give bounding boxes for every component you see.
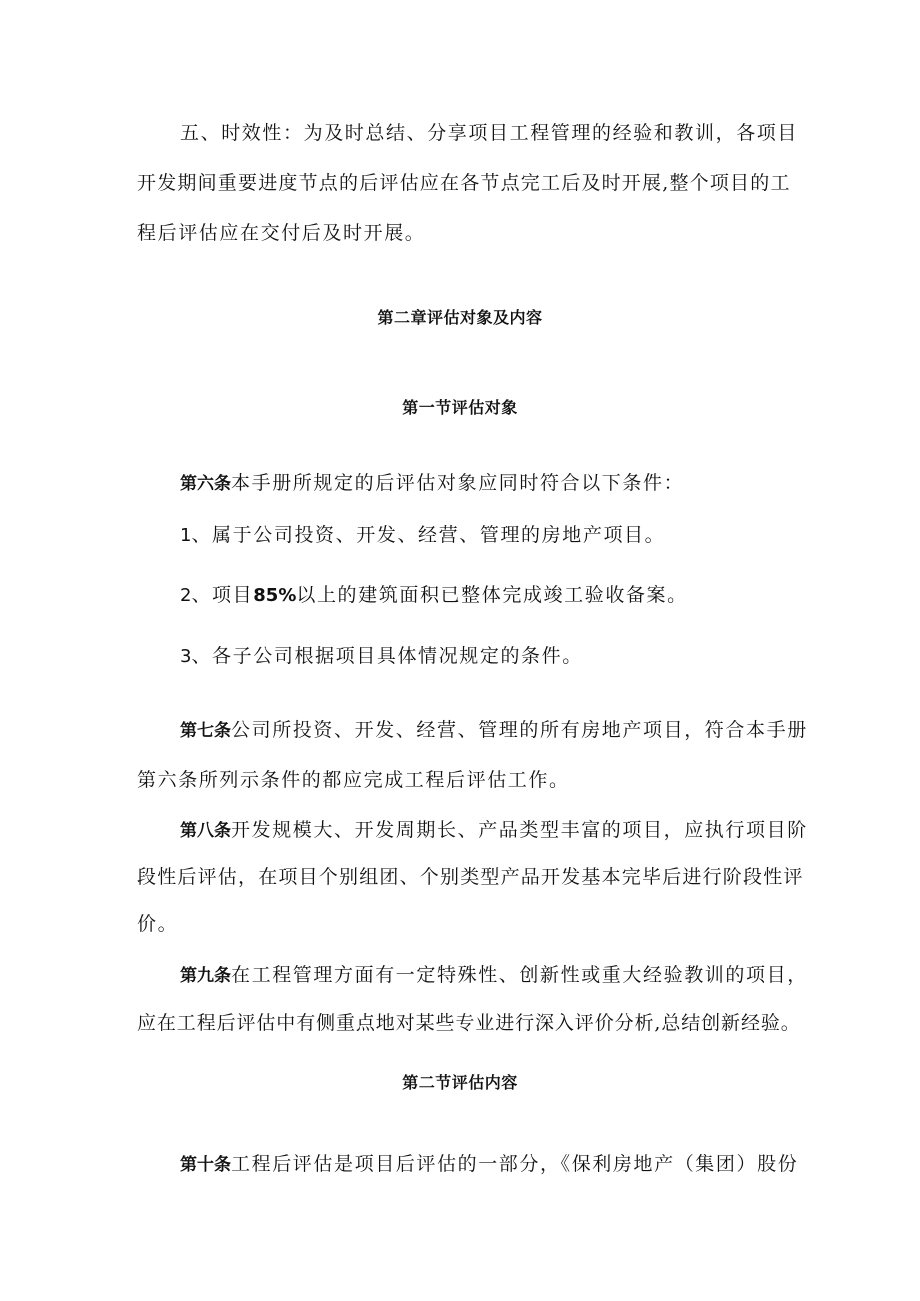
article-7-line-2: 第六条所列示条件的都应完成工程后评估工作。 xyxy=(137,769,570,791)
section-2-heading: 第二节评估内容 xyxy=(402,1073,518,1092)
article-6-label: 第六条 xyxy=(180,474,231,494)
article-8-line-3: 价。 xyxy=(137,913,179,935)
article-10-text: 工程后评估是项目后评估的一部分，《保利房地产（集团）股份 xyxy=(231,1153,799,1175)
article-7-text: 公司所投资、开发、经营、管理的所有房地产项目，符合本手册 xyxy=(231,719,808,741)
condition-text: 、各子公司根据项目具体情况规定的条件。 xyxy=(191,645,583,667)
article-6-text: 本手册所规定的后评估对象应同时符合以下条件： xyxy=(231,472,685,494)
article-8-text: 开发规模大、开发周期长、产品类型丰富的项目，应执行项目阶 xyxy=(231,819,808,841)
condition-item-3 xyxy=(180,643,583,670)
condition-percentage: 85% xyxy=(253,585,297,606)
article-8-line-1 xyxy=(180,817,808,844)
condition-item-1 xyxy=(180,522,665,549)
article-9-label: 第九条 xyxy=(180,966,231,986)
article-8-line-2: 段性后评估，在项目个别组团、个别类型产品开发基本完毕后进行阶段性评 xyxy=(137,866,804,888)
condition-number: 3 xyxy=(180,646,192,667)
condition-text: 、项目 xyxy=(191,584,254,606)
article-9-line-2: 应在工程后评估中有侧重点地对某些专业进行深入评价分析,总结创新经验。 xyxy=(137,1012,801,1034)
chapter-2-heading: 第二章评估对象及内容 xyxy=(377,308,543,327)
article-7-line-1 xyxy=(180,717,808,744)
section-1-heading: 第一节评估对象 xyxy=(402,398,518,417)
article-8-label: 第八条 xyxy=(180,821,231,841)
article-7-label: 第七条 xyxy=(180,721,231,741)
article-9-line-1 xyxy=(180,962,808,989)
condition-number: 1 xyxy=(180,525,192,546)
article-9-text: 在工程管理方面有一定特殊性、创新性或重大经验教训的项目， xyxy=(231,964,808,986)
p5-line-1: 五、时效性：为及时总结、分享项目工程管理的经验和教训，各项目 xyxy=(180,122,799,144)
condition-text: 以上的建筑面积已整体完成竣工验收备案。 xyxy=(296,584,688,606)
condition-item-2 xyxy=(180,582,688,609)
article-10-label: 第十条 xyxy=(180,1155,231,1175)
article-10-line-1 xyxy=(180,1151,798,1178)
condition-number: 2 xyxy=(180,585,192,606)
p5-line-2: 开发期间重要进度节点的后评估应在各节点完工后及时开展,整个项目的工 xyxy=(137,172,791,194)
p5-line-3: 程后评估应在交付后及时开展。 xyxy=(137,222,426,244)
article-6 xyxy=(180,470,684,497)
condition-text: 、属于公司投资、开发、经营、管理的房地产项目。 xyxy=(191,524,666,546)
